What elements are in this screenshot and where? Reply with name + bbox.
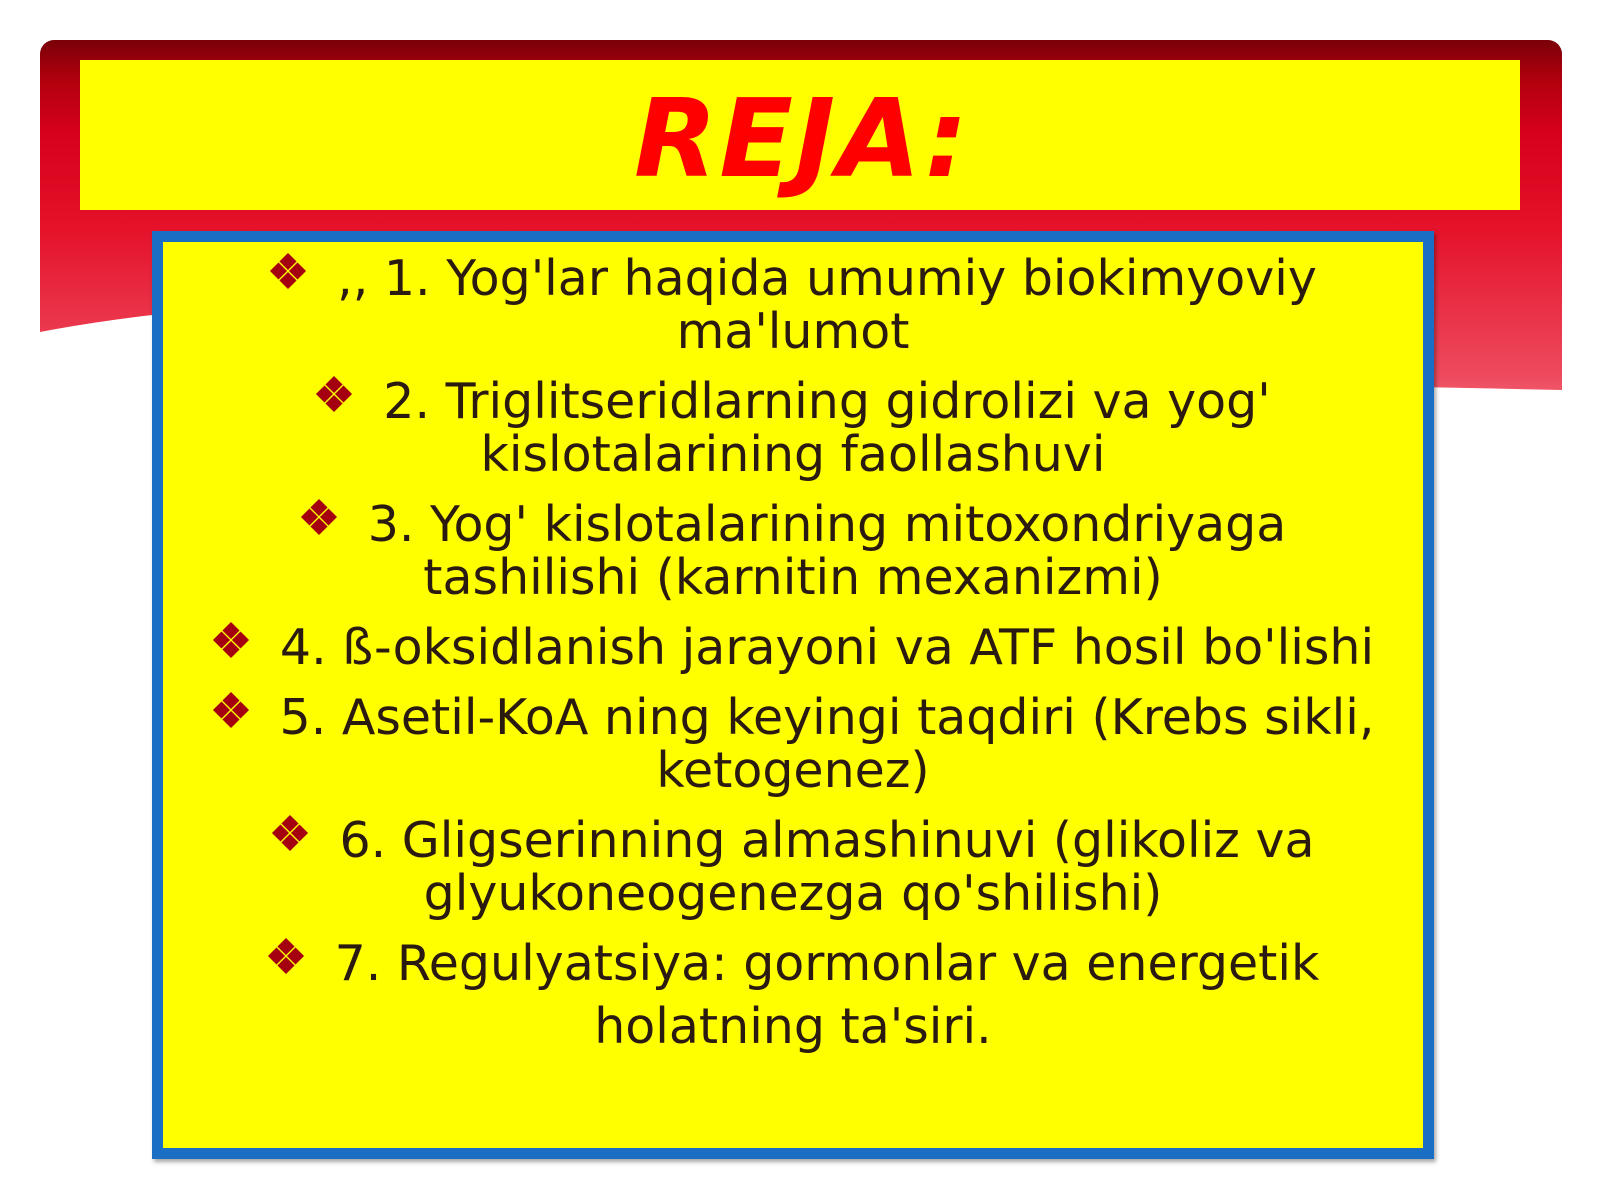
plan-item-4 [181, 621, 1405, 674]
plan-list [163, 242, 1423, 1053]
four-diamond-icon [212, 691, 250, 729]
plan-item-text-continued: tashilishi (karnitin mexanizmi) [423, 549, 1163, 606]
plan-item-1 [181, 252, 1405, 358]
plan-item-text: 5. Asetil-KoA ning keyingi taqdiri (Krebs sikli, [279, 689, 1375, 746]
four-diamond-icon [271, 814, 309, 852]
title-bar [80, 60, 1520, 210]
four-diamond-icon [212, 621, 250, 659]
four-diamond-icon [315, 375, 353, 413]
plan-item-text-continued: glyukoneogenezga qo'shilishi) [423, 865, 1163, 922]
plan-item-6 [181, 814, 1405, 920]
plan-item-text-continued: holatning ta'siri. [594, 998, 992, 1055]
plan-item-text: 2. Triglitseridlarning gidrolizi va yog' [383, 373, 1271, 430]
four-diamond-icon [269, 252, 307, 290]
plan-item-7 [181, 937, 1405, 1053]
four-diamond-icon [300, 498, 338, 536]
plan-item-text: 7. Regulyatsiya: gormonlar va energetik [334, 935, 1320, 992]
plan-item-line [181, 814, 1405, 867]
plan-item-text-continued: ketogenez) [656, 742, 930, 799]
plan-item-line [181, 498, 1405, 551]
plan-item-line [181, 621, 1405, 674]
slide-title: REJA: [634, 76, 970, 202]
plan-item-text: 6. Gligserinning almashinuvi (glikoliz va [339, 812, 1315, 869]
plan-item-text: 4. ß-oksidlanish jarayoni va ATF hosil bo'lishi [279, 619, 1375, 676]
plan-item-line [181, 937, 1405, 990]
plan-item-text-continued: kislotalarining faollashuvi [480, 426, 1106, 483]
plan-item-5 [181, 691, 1405, 797]
plan-item-line [181, 691, 1405, 744]
plan-item-line [181, 375, 1405, 428]
plan-item-text: 3. Yog' kislotalarining mitoxondriyaga [367, 496, 1287, 553]
plan-item-3 [181, 498, 1405, 604]
plan-item-text-continued: ma'lumot [676, 303, 910, 360]
plan-item-text: ,, 1. Yog'lar haqida umumiy biokimyoviy [337, 250, 1317, 307]
plan-item-line [181, 252, 1405, 305]
plan-box [152, 231, 1434, 1159]
plan-item-2 [181, 375, 1405, 481]
four-diamond-icon [267, 937, 305, 975]
